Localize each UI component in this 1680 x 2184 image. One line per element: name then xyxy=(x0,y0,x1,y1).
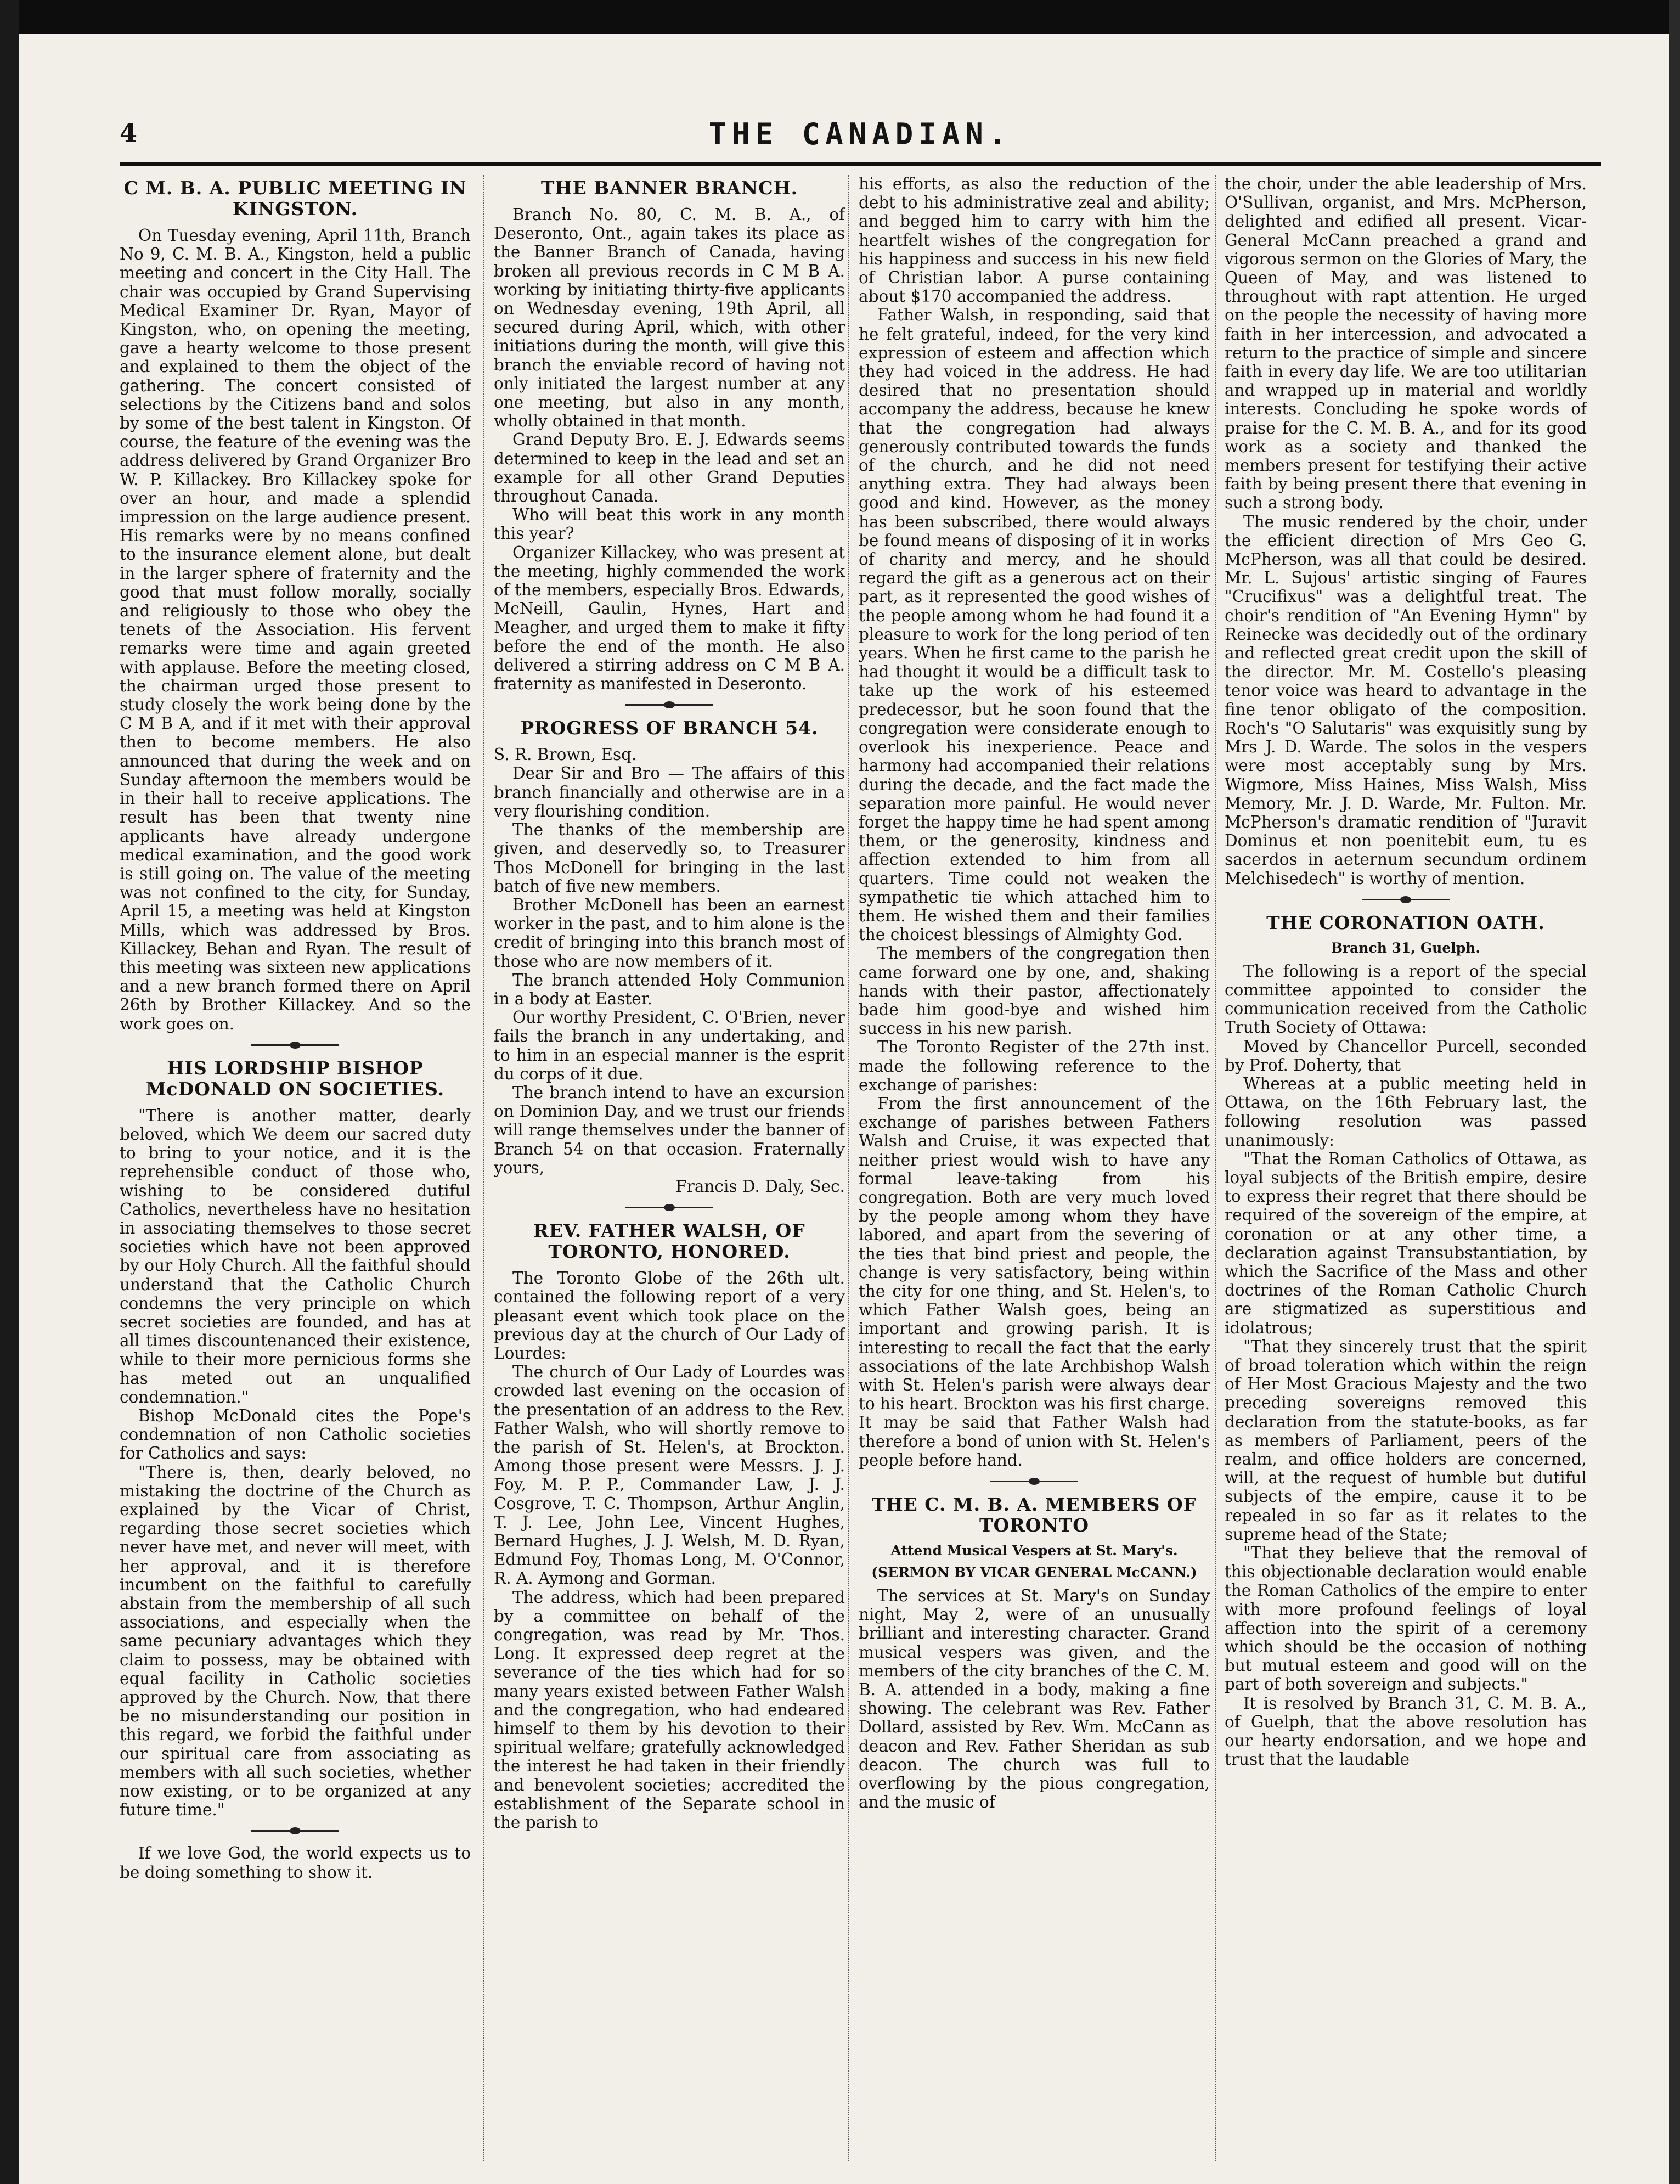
article-paragraph: Father Walsh, in responding, said that he felt grateful, indeed, for the very kind expression of esteem and affection which they had voiced in the address. He had desired that no presentation should accompany the address, because he knew that the congregation had always generously contributed towards the funds of the church, and he did not need anything extra. They had always been good and kind. However, as the money has been subscribed, there would always be found means of disposing of it in works of charity and mercy, and he should regard the gift as a generous act on their part, as it represented the good wishes of the people among whom he had found it a pleasure to work for the long period of ten years. When he first came to the parish he had thought it would be a difficult task to take up the work of his esteemed predecessor, but he soon found that the congregation were considerate enough to overlook his inexperience. Peace and harmony had accompanied their relations during the decade, and the fact made the separation more painful. He would never forget the happy time he had spent among them, or the generosity, kindness and affection extended to him from all quarters. Time could not weaken the sympathetic tie which attached him to them. He wished them and their families the choicest blessings of Almighty God. xyxy=(859,306,1210,944)
article-paragraph: The branch intend to have an excursion on Dominion Day, and we trust our friends will range themselves under the banner of Branch 54 on that occasion. Fraternally yours, xyxy=(494,1083,845,1177)
paper-name: THE CANADIAN. xyxy=(708,117,1012,151)
column-2 xyxy=(494,175,845,2161)
article-paragraph: On Tuesday evening, April 11th, Branch No 9, C. M. B. A., Kingston, held a public meeting and concert in the City Hall. The chair was occupied by Grand Supervising Medical Examiner Dr. Ryan, Mayor of Kingston, who, on opening the meeting, gave a hearty welcome to those present and explained to them the object of the gathering. The concert consisted of selections by the Citizens band and solos by some of the best talent in Kingston. Of course, the feature of the evening was the address delivered by Grand Organizer Bro W. P. Killackey. Bro Killackey spoke for over an hour, and made a splendid impression on the large audience present. His remarks were by no means confined to the insurance element alone, but dealt in the larger sphere of fraternity and the good that must follow morally, socially and religiously to those who obey the tenets of the Association. His fervent remarks were time and again greeted with applause. Before the meeting closed, the chairman urged those present to study closely the work being done by the C M B A, and if it met with their approval then to become members. He also announced that during the week and on Sunday afternoon the members would be in their hall to receive applications. The result has been that twenty nine applicants have already undergone medical examination, and the good work is still going on. The value of the meeting was not confined to the city, for Sunday, April 15, a meeting was held at Kingston Mills, which was addressed by Bros. Killackey, Behan and Ryan. The result of this meeting was sixteen new applications and a new branch formed there on April 26th by Brother Killackey. And so the work goes on. xyxy=(120,226,471,1033)
article-paragraph: Organizer Killackey, who was present at the meeting, highly commended the work of the members, especially Bros. Edwards, McNeill, Gaulin, Hynes, Hart and Meagher, and urged them to make it fifty before the end of the month. He also delivered a stirring address on C M B A. fraternity as manifested in Deseronto. xyxy=(494,543,845,694)
article-headline: THE BANNER BRANCH. xyxy=(540,177,798,199)
section-divider xyxy=(625,1207,713,1208)
article-paragraph: The Toronto Globe of the 26th ult. contained the following report of a very pleasant event which took place on the previous day at the church of Our Lady of Lourdes: xyxy=(494,1269,845,1363)
column-rule xyxy=(848,175,849,2161)
article-paragraph: Dear Sir and Bro — The affairs of this branch financially and otherwise are in a very flourishing condition. xyxy=(494,764,845,820)
article-paragraph: "That they sincerely trust that the spirit of broad toleration which within the reign of Her Most Gracious Majesty and the two preceding sovereigns removed this declaration from the statute-books, as far as members of Parliament, peers of the realm, and office holders are concerned, will, at the request of humble but dutiful subjects of the empire, cause it to be repealed in so far as it relates to the supreme head of the State; xyxy=(1225,1337,1587,1544)
article-paragraph: The branch attended Holy Communion in a body at Easter. xyxy=(494,970,845,1008)
article-paragraph: From the first announcement of the exchange of parishes between Fathers Walsh and Cruise, it was expected that neither priest would wish to have any formal leave-taking from his congregation. Both are very much loved by the people among whom they have labored, and apart from the severing of the ties that bind priest and people, the change is very satisfactory, being within the city for one thing, and St. Helen's, to which Father Walsh goes, being an important and growing parish. It is interesting to recall the fact that the early associations of the late Archbishop Walsh with St. Helen's parish were always dear to his heart. Brockton was his first charge. It may be said that Father Walsh had therefore a bond of union with St. Helen's people before hand. xyxy=(859,1094,1210,1470)
article-paragraph: Bishop McDonald cites the Pope's condemnation of non Catholic societies for Catholics and says: xyxy=(120,1406,471,1463)
section-divider xyxy=(990,1481,1078,1482)
column-4 xyxy=(1225,175,1587,2161)
article-paragraph: The thanks of the membership are given, and deservedly so, to Treasurer Thos McDonell for bringing in the last batch of five new members. xyxy=(494,820,845,896)
section-divider xyxy=(251,1044,339,1046)
section-divider xyxy=(1362,899,1450,900)
article-paragraph: Brother McDonell has been an earnest worker in the past, and to him alone is the credit of bringing into this branch most of those who are now members of it. xyxy=(494,895,845,971)
article-headline: THE CORONATION OATH. xyxy=(1266,911,1545,933)
article-headline: C M. B. A. PUBLIC MEETING IN KINGSTON. xyxy=(123,177,467,219)
article-paragraph: The music rendered by the choir, under the efficient direction of Mrs Geo G. McPherson, was all that could be desired. Mr. L. Sujous' artistic singing of Faures "Crucifixus" was a delightful treat. The choir's rendition of "An Evening Hymn" by Reinecke was decidedly out of the ordinary and reflected great credit upon the skill of the director. Mr. M. Costello's pleasing tenor voice was heard to advantage in the fine tenor obligato of the composition. Roch's "O Salutaris" was exquisitly sung by Mrs J. D. Warde. The solos in the vespers were most acceptably sung by Mrs. Wigmore, Miss Haines, Miss Walsh, Miss Memory, Mr. J. D. Warde, Mr. Fulton. Mr. McPherson's dramatic rendition of "Juravit Dominus et non poenitebit eum, tu es sacerdos in aeternum secundum ordinem Melchisedech" is worthy of mention. xyxy=(1225,512,1587,888)
article-headline: PROGRESS OF BRANCH 54. xyxy=(520,717,819,739)
article-paragraph: It is resolved by Branch 31, C. M. B. A., of Guelph, that the above resolution has our hearty endorsation, and we hope and trust that the laudable xyxy=(1225,1693,1587,1769)
article-paragraph: "That the Roman Catholics of Ottawa, as loyal subjects of the British empire, desire to express their regret that there should be required of the sovereign of the empire, at coronation or at any other time, a declaration against Transubstantiation, by which the Sacrifice of the Mass and other doctrines of the Roman Catholic Church are stigmatized as superstitious and idolatrous; xyxy=(1225,1149,1587,1337)
section-divider xyxy=(251,1830,339,1832)
article-subheading: (SERMON BY VICAR GENERAL McCANN.) xyxy=(871,1564,1197,1581)
article-paragraph: Moved by Chancellor Purcell, seconded by Prof. Doherty, that xyxy=(1225,1037,1587,1074)
article-paragraph: The following is a report of the special committee appointed to consider the communication received from the Catholic Truth Society of Ottawa: xyxy=(1225,961,1587,1037)
column-3 xyxy=(859,175,1210,2161)
article-paragraph: S. R. Brown, Esq. xyxy=(494,745,637,764)
article-paragraph: The Toronto Register of the 27th inst. made the following reference to the exchange of parishes: xyxy=(859,1038,1210,1094)
masthead xyxy=(120,112,1601,166)
article-paragraph: Grand Deputy Bro. E. J. Edwards seems determined to keep in the lead and set an example for all other Grand Deputies throughout Canada. xyxy=(494,430,845,506)
scan-top-border xyxy=(0,0,1680,34)
article-paragraph: If we love God, the world expects us to be doing something to show it. xyxy=(120,1844,471,1882)
article-paragraph: Whereas at a public meeting held in Ottawa, on the 16th February last, the following resolution was passed unanimously: xyxy=(1225,1074,1587,1150)
article-paragraph: The members of the congregation then came forward one by one, and, shaking hands with their pastor, affectionately bade him good-bye and wished him success in his new parish. xyxy=(859,944,1210,1038)
article-paragraph: "There is another matter, dearly beloved, which We deem our sacred duty to bring to your notice, and it is the reprehensible conduct of those who, wishing to be considered dutiful Catholics, nevertheless have no hesitation in associating themselves to those secret societies which have not been approved by our Holy Church. All the faithful should understand that the Catholic Church condemns the very principle on which secret societies are founded, and has at all times discountenanced their existence, while to their more pernicious forms she has meted out an unqualified condemnation." xyxy=(120,1106,471,1406)
article-paragraph: The address, which had been prepared by a committee on behalf of the congregation, was read by Mr. Thos. Long. It expressed deep regret at the severance of the ties which had for so many years existed between Father Walsh and the congregation, who had endeared himself to them by his devotion to their spiritual welfare; gratefully acknowledged the interest he had taken in their friendly and benevolent societies; accredited the establishment of the Separate school in the parish to xyxy=(494,1588,845,1832)
article-headline: REV. FATHER WALSH, OF TORONTO, HONORED. xyxy=(533,1220,805,1263)
article-headline: THE C. M. B. A. MEMBERS OF TORONTO xyxy=(871,1494,1197,1536)
article-subheading: Attend Musical Vespers at St. Mary's. xyxy=(890,1543,1178,1559)
column-1 xyxy=(120,175,471,2161)
article-paragraph: The church of Our Lady of Lourdes was crowded last evening on the occasion of the presentation of an address to the Rev. Father Walsh, who will shortly remove to the parish of St. Helen's, at Brockton. Among those present were Messrs. J. J. Foy, M. P. P., Commander Law, J. J. Cosgrove, T. C. Thompson, Arthur Anglin, T. J. Lee, John Lee, Vincent Hughes, Bernard Hughes, J. J. Welsh, M. D. Ryan, Edmund Foy, Thomas Long, M. O'Connor, R. A. Aymong and Gorman. xyxy=(494,1363,845,1588)
article-paragraph: Branch No. 80, C. M. B. A., of Deseronto, Ont., again takes its place as the Banner Branch of Canada, having broken all previous records in C M B A. working by initiating thirty-five applicants on Wednesday evening, 19th April, all secured during April, which, with other initiations during the month, will give this branch the enviable record of having not only initiated the largest number at any one meeting, but also in any month, wholly obtained in that month. xyxy=(494,205,845,431)
article-paragraph: "That they believe that the removal of this objectionable declaration would enable the Roman Catholics of the empire to enter with more profound feelings of loyal affection into the spirit of a ceremony which should be the occasion of nothing but mutual esteem and good will on the part of both sovereign and subjects." xyxy=(1225,1544,1587,1694)
article-paragraph: "There is, then, dearly beloved, no mistaking the doctrine of the Church as explained by the Vicar of Christ, regarding those secret societies which never have met, and never will meet, with her approval, and it is therefore incumbent on the faithful to carefully abstain from the membership of all such associations, and especially when the same pecuniary advantages which they claim to possess, may be obtained with equal facility in Catholic societies approved by the Church. Now, that there be no misunderstanding our position in this regard, we forbid the faithful under our spiritual care from associating as members with all such societies, whether now existing, or to be organized at any future time." xyxy=(120,1462,471,1820)
article-headline: HIS LORDSHIP BISHOP McDONALD ON SOCIETIES. xyxy=(145,1057,445,1100)
article-subheading: Branch 31, Guelph. xyxy=(1331,939,1481,956)
article-paragraph: Our worthy President, C. O'Brien, never fails the branch in any undertaking, and to him in an especial manner is the esprit du corps of it due. xyxy=(494,1008,845,1083)
column-rule xyxy=(1215,175,1216,2161)
column-rule xyxy=(483,175,484,2161)
article-paragraph: Who will beat this work in any month this year? xyxy=(494,505,845,543)
section-divider xyxy=(625,704,713,706)
article-paragraph: his efforts, as also the reduction of the debt to his administrative zeal and ability; and begged him to carry with him the heartfelt wishes of the congregation for his happiness and success in his new field of Christian labor. A purse containing about $170 accompanied the address. xyxy=(859,175,1210,306)
article-paragraph: the choir, under the able leadership of Mrs. O'Sullivan, organist, and Mrs. McPherson, delighted and edified all present. Vicar-General McCann preached a grand and vigorous sermon on the Glories of Mary, the Queen of May, and was listened to throughout with rapt attention. He urged on the people the necessity of having more faith in her intercession, and advocated a return to the practice of simple and sincere faith in every day life. We are too utilitarian and wrapped up in material and worldly interests. Concluding he spoke words of praise for the C. M. B. A., and for its good work as a society and thanked the members present for testifying their active faith by being present there that evening in such a strong body. xyxy=(1225,175,1587,513)
article-signature: Francis D. Daly, Sec. xyxy=(675,1177,845,1196)
scan-left-edge xyxy=(0,0,19,2184)
page-number: 4 xyxy=(120,118,138,148)
scan-right-edge xyxy=(1669,0,1680,2184)
article-paragraph: The services at St. Mary's on Sunday night, May 2, were of an unusually brilliant and interesting character. Grand musical vespers was given, and the members of the city branches of the C. M. B. A. attended in a body, making a fine showing. The celebrant was Rev. Father Dollard, assisted by Rev. Wm. McCann as deacon and Rev. Father Sheridan as sub deacon. The church was full to overflowing by the pious congregation, and the music of xyxy=(859,1586,1210,1812)
